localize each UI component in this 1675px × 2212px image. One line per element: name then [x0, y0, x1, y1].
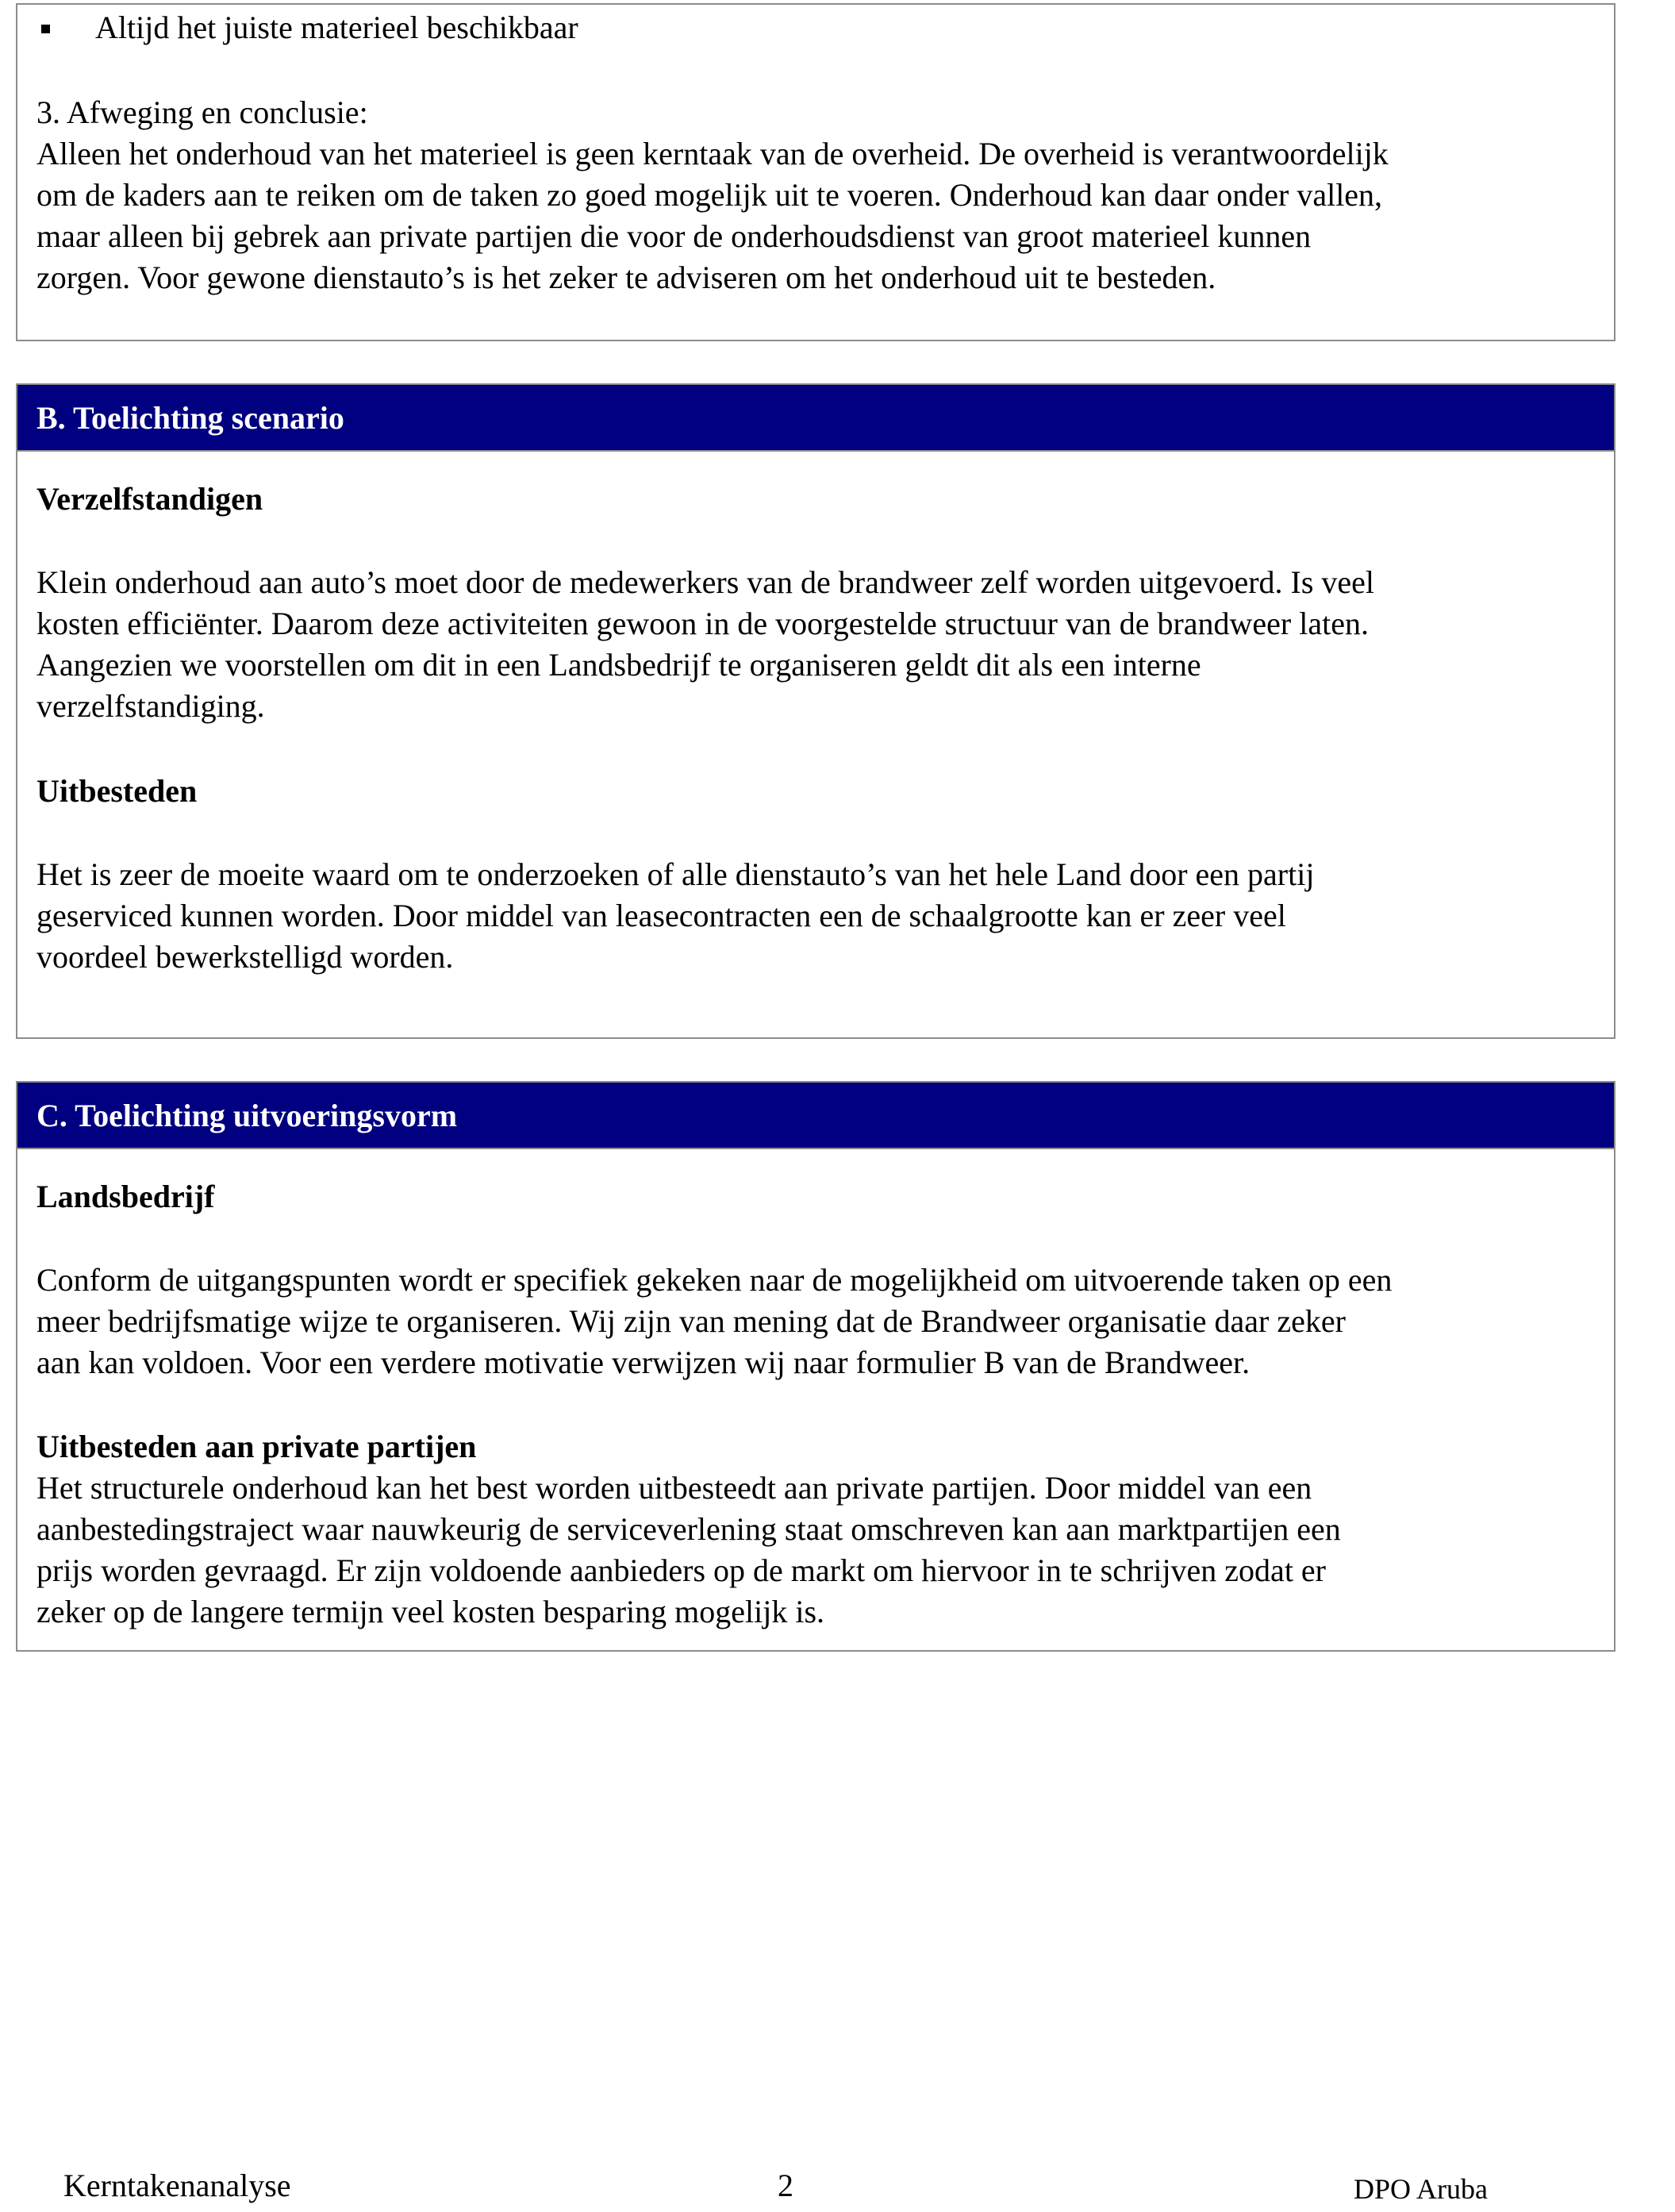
section-b-box [16, 383, 1615, 1039]
paragraph-line: verzelfstandiging. [36, 688, 265, 724]
conclusion-heading: 3. Afweging en conclusie: [36, 94, 368, 130]
paragraph-line: om de kaders aan te reiken om de taken zo goed mogelijk uit te voeren. Onderhoud kan daar onder vallen, [36, 177, 1383, 213]
section-c-box [16, 1081, 1615, 1652]
footer-document-title: Kerntakenanalyse [63, 2168, 291, 2203]
paragraph-line: meer bedrijfsmatige wijze te organiseren. Wij zijn van mening dat de Brandweer organisatie daar zeker [36, 1303, 1346, 1339]
paragraph-line: kosten efficiënter. Daarom deze activiteiten gewoon in de voorgestelde structuur van de brandweer laten. [36, 606, 1369, 641]
subheading-landsbedrijf: Landsbedrijf [36, 1179, 215, 1214]
paragraph-line: Het is zeer de moeite waard om te onderzoeken of alle dienstauto’s van het hele Land door een partij [36, 856, 1315, 892]
paragraph-line: Klein onderhoud aan auto’s moet door de medewerkers van de brandweer zelf worden uitgevoerd. Is veel [36, 564, 1375, 600]
section-c-title: C. Toelichting uitvoeringsvorm [17, 1083, 1614, 1149]
paragraph-line: zorgen. Voor gewone dienstauto’s is het zeker te adviseren om het onderhoud uit te besteden. [36, 260, 1216, 295]
paragraph-line: Het structurele onderhoud kan het best worden uitbesteedt aan private partijen. Door middel van een [36, 1470, 1312, 1506]
subheading-uitbesteden-private: Uitbesteden aan private partijen [36, 1429, 477, 1464]
paragraph-line: zeker op de langere termijn veel kosten besparing mogelijk is. [36, 1594, 825, 1629]
paragraph-line: geserviced kunnen worden. Door middel van leasecontracten een de schaalgrootte kan er zeer veel [36, 898, 1286, 933]
square-bullet-icon [41, 25, 50, 33]
bullet-item: Altijd het juiste materieel beschikbaar [95, 10, 578, 45]
section-a-box [16, 3, 1615, 341]
paragraph-line: prijs worden gevraagd. Er zijn voldoende aanbieders op de markt om hiervoor in te schrijven zodat er [36, 1552, 1326, 1588]
paragraph-line: Aangezien we voorstellen om dit in een Landsbedrijf te organiseren geldt dit als een interne [36, 647, 1201, 683]
footer-page-number: 2 [778, 2168, 793, 2203]
section-b-title: B. Toelichting scenario [17, 385, 1614, 452]
subheading-uitbesteden: Uitbesteden [36, 773, 198, 809]
subheading-verzelfstandigen: Verzelfstandigen [36, 481, 263, 517]
paragraph-line: aan kan voldoen. Voor een verdere motivatie verwijzen wij naar formulier B van de Brandweer. [36, 1345, 1250, 1380]
footer-organization: DPO Aruba [1354, 2173, 1488, 2205]
paragraph-line: voordeel bewerkstelligd worden. [36, 939, 454, 975]
paragraph-line: maar alleen bij gebrek aan private partijen die voor de onderhoudsdienst van groot materieel kunnen [36, 218, 1312, 254]
paragraph-line: aanbestedingstraject waar nauwkeurig de serviceverlening staat omschreven kan aan marktpartijen een [36, 1511, 1341, 1547]
paragraph-line: Conform de uitgangspunten wordt er specifiek gekeken naar de mogelijkheid om uitvoerende taken op een [36, 1262, 1393, 1298]
paragraph-line: Alleen het onderhoud van het materieel is geen kerntaak van de overheid. De overheid is verantwoordelijk [36, 136, 1389, 171]
